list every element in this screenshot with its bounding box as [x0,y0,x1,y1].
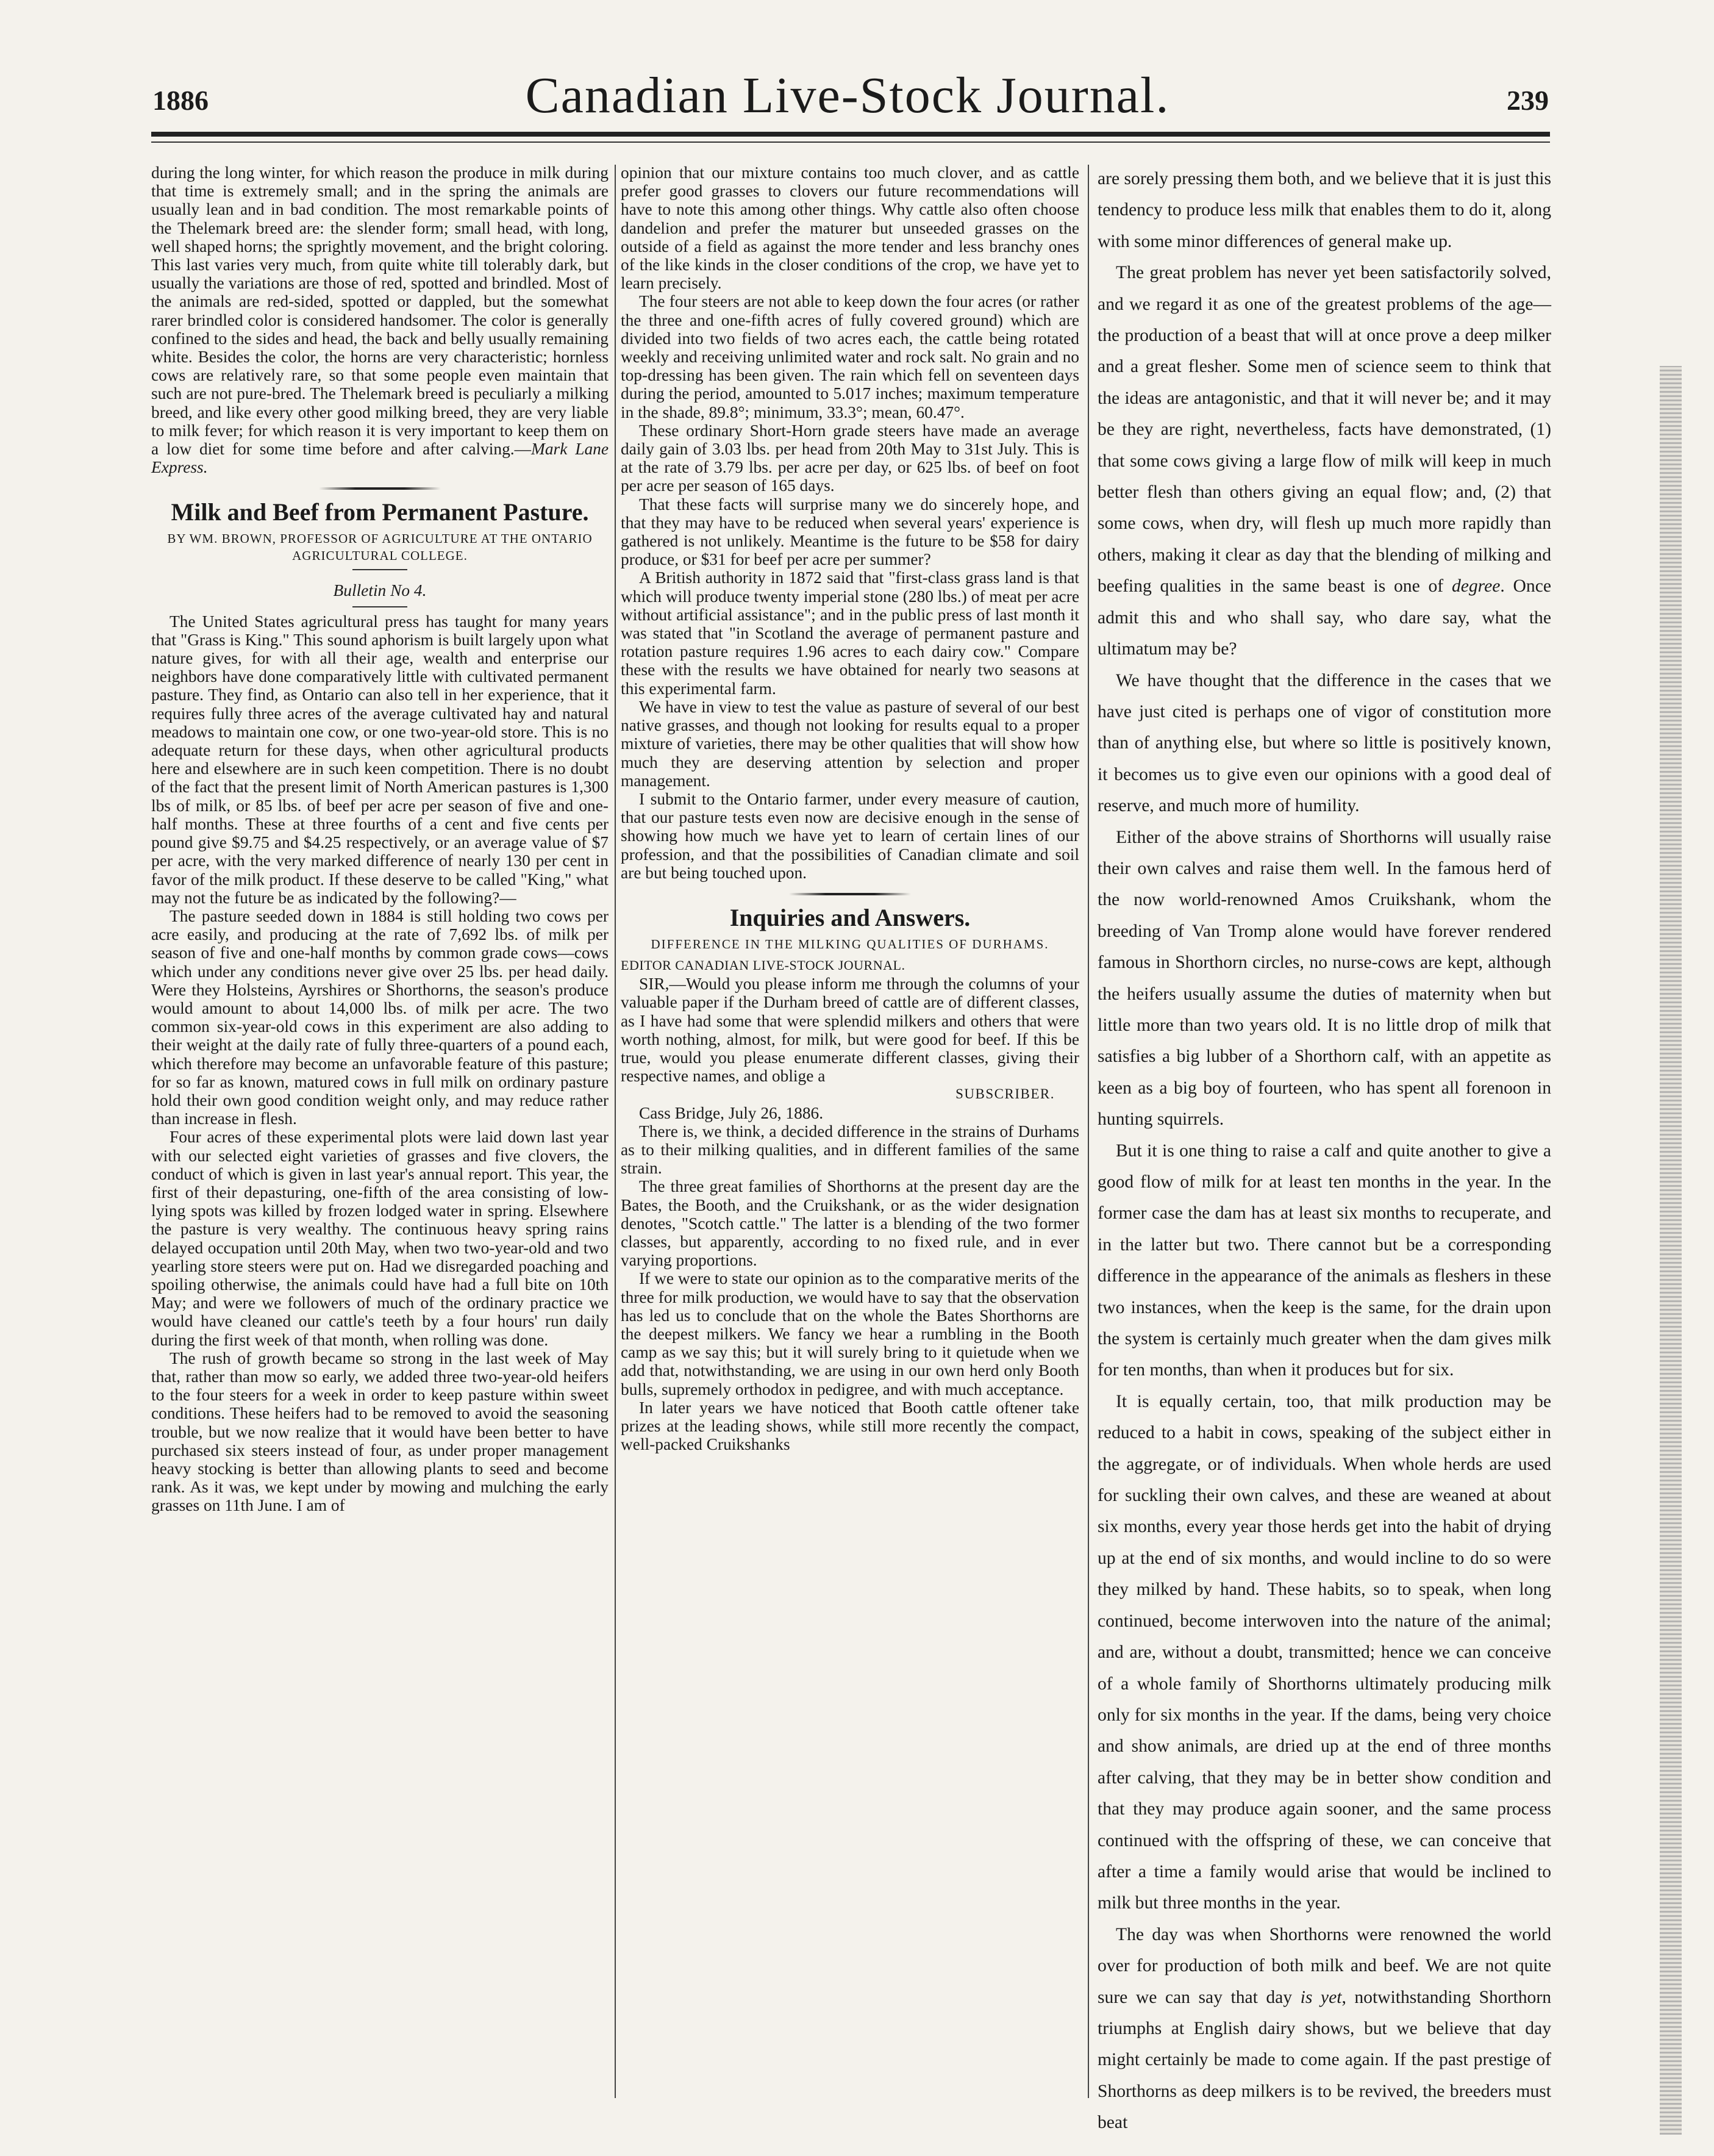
emphasis: is yet [1300,1987,1342,2007]
paragraph-text: . Once admit this and who shall say, who dare say, what the ultimatum may be? [1098,576,1551,659]
header-rule-thin [151,141,1550,143]
paragraph: It is equally certain, too, that milk production may be reduced to a habit in cows, speaking of the subject either in the aggregate, or of individuals. When whole herds are used for suckling their own calves, and these are weaned at about six months, every year those herds get into the habit of drying up at the end of six months, and would incline to do so were they milked by hand. These habits, so to speak, when long continued, become interwoven into the nature of the animal; and are, without a doubt, transmitted; hence we can conceive of a whole family of Shorthorns ultimately producing milk only for six months in the year. If the dams, being very choice and show animals, are dried up at the end of three months after calving, that they may be in better show condition and that they may produce again sooner, and the same process continued with the offspring of these, we can conceive that after a time a family would arise that would be inclined to milk but three months in the year. [1098,1391,1551,1913]
letter-signature: SUBSCRIBER. [955,1086,1055,1102]
paragraph: A British authority in 1872 said that "first-class grass land is that which will produce twenty imperial stone (280 lbs.) of meat per acre without artificial assistance"; and in the public press of last month it was stated that "in Scotland the average of permanent pasture and rotation pasture requires 1.96 acres to each dairy cow." Compare these with the results we have obtained for nearly two seasons at this experimental farm. [621,568,1079,698]
paragraph: But it is one thing to raise a calf and quite another to give a good flow of milk for at least ten months in the year. In the former case the dam has at least six months to recuperate, and in the latter but two. There cannot but be a corresponding difference in the appearance of the animals as fleshers in these two instances, when the keep is the same, for the drain upon the system is certainly much greater when the dam gives milk for ten months, than when it produces but for six. [1098,1141,1551,1380]
section-title: Inquiries and Answers. [729,903,971,931]
article-title: Milk and Beef from Permanent Pasture. [171,498,589,526]
paragraph: Either of the above strains of Shorthorns will usually raise their own calves and raise them well. In the famous herd of the now world-renowned Amos Cruikshank, whom the breeding of Van Tromp alone would have forever rendered famous in Shorthorn circles, no nurse-cows are kept, although the heifers usually assume the duties of maternity when but little more than two years old. It is no little drop of milk that satisfies a big lubber of a Shorthorn calf, with an appetite as keen as a big boy of fourteen, who has spent all forenoon in hunting squirrels. [1098,827,1551,1130]
paragraph: If we were to state our opinion as to the comparative merits of the three for milk production, we would have to say that the observation has led us to conclude that on the whole the Bates Shorthorns are the deepest milkers. We fancy we hear a rumbling in the Booth camp as we say this; but it will surely bring to it quietude when we add that, notwithstanding, we are using in our own herd only Booth bulls, supremely orthodox in pedigree, and with much acceptance. [621,1269,1079,1399]
paragraph-text: The great problem has never yet been satisfactorily solved, and we regard it as one of the greatest problems of the age—the production of a beast that will at once prove a deep milker and a great flesher. Some men of science seem to think that the ideas are antagonistic, and that it will never be; and it may be they are right, nevertheless, facts have demonstrated, (1) that some cows giving a large flow of milk will keep in much better flesh than others giving an equal flow; and, (2) that some cows, when dry, will flesh up much more rapidly than others, making it clear as day that the blending of milking and beefing qualities in the same beast is one of [1098,263,1551,596]
page-number: 239 [1507,85,1549,116]
byline-rule [352,569,407,570]
paragraph: That these facts will surprise many we do sincerely hope, and that they may have to be reduced when several years' experience is gathered is not unlikely. Meantime is the future to be $58 for dairy produce, or $31 for beef per acre per summer? [621,495,1079,569]
paragraph-text: , notwithstanding Shorthorn triumphs at English dairy shows, but we believe that day might certainly be made to come again. If the past prestige of Shorthorns as deep milkers is to be revived, the breeders must beat [1098,1987,1551,2133]
paragraph: The pasture seeded down in 1884 is still holding two cows per acre easily, and producing at the rate of 7,692 lbs. of milk per season of five and one-half months by common grade cows—cows which under any conditions never give over 25 lbs. per head daily. Were they Holsteins, Ayrshires or Shorthorns, the season's produce would amount to about 14,000 lbs. of milk per acre. The two common six-year-old cows in this experiment are also adding to their weight at the daily rate of fully three-quarters of a pound each, which therefore may become an unfavorable feature of this pasture; for so far as known, matured cows in full milk on ordinary pasture hold their own good condition weight only, and may reduce rather than increase in flesh. [151,906,609,1128]
column-1 [151,163,609,2103]
column-divider [615,165,616,2098]
paragraph: opinion that our mixture contains too much clover, and as cattle prefer good grasses to clovers our future recommendations will have to note this among other things. Why cattle also often choose dandelion and prefer the maturer but unseeded grasses on the outside of a field as against the more tender and less branchy ones of the like kinds in the closer conditions of the crop, we have yet to learn precisely. [621,163,1079,293]
column-2 [621,163,1079,2103]
column-divider [1088,165,1089,2098]
section-divider [789,893,911,895]
paragraph: The rush of growth became so strong in the last week of May that, rather than mow so early, we added three two-year-old heifers to the four steers for a week in order to keep pasture within sweet conditions. These heifers had to be removed to avoid the seasoning trouble, but we now realize that it would have been better to have purchased six steers instead of four, as under proper management heavy stocking is better than allowing plants to seed and become rank. As it was, we kept under by mowing and mulching the early grasses on 11th June. I am of [151,1348,609,1515]
column-3 [1098,163,1551,2133]
masthead-title: Canadian Live-Stock Journal. [525,67,1170,124]
header-year: 1886 [152,85,209,116]
article-byline: BY WM. BROWN, PROFESSOR OF AGRICULTURE AT THE ONTARIO AGRICULTURAL COLLEGE. [167,531,593,564]
paragraph [151,163,609,476]
paragraph: These ordinary Short-Horn grade steers have made an average daily gain of 3.03 lbs. per head from 20th May to 31st July. This is at the rate of 3.79 lbs. per acre per day, or 625 lbs. of beef on foot per acre per season of 165 days. [621,421,1079,495]
section-divider [319,487,441,490]
paragraph-text: The day was when Shorthorns were renowned the world over for production of both milk and beef. We are not quite sure we can say that day [1098,1924,1551,2007]
paragraph: In later years we have noticed that Booth cattle oftener take prizes at the leading shows, while still more recently the compact, well-packed Cruikshanks [621,1398,1079,1454]
paragraph [1098,1919,1551,2139]
page-header [152,66,1549,139]
paragraph: The three great families of Shorthorns at the present day are the Bates, the Booth, and the Cruikshank, or as the wider designation denotes, "Scotch cattle." The latter is a blending of the two former classes, but apparently, according to no fixed rule, and in ever varying proportions. [621,1177,1079,1270]
paragraph: The United States agricultural press has taught for many years that "Grass is King." This sound aphorism is built largely upon what nature gives, for with all their age, wealth and enterprise our neighbors have done comparatively little with cultivated permanent pasture. They find, as Ontario can also tell in her experience, that it requires fully three acres of the average cultivated hay and natural meadows to maintain one cow, or one two-year-old store. This is no adequate return for these days, when other agricultural products here and elsewhere are in such keen competition. There is no doubt of the fact that the present limit of North American pastures is 1,300 lbs of milk, or 85 lbs. of beef per acre per season of five and one-half months. These at three fourths of a cent and five cents per pound give $9.75 and $4.25 respectively, or an average value of $7 per acre, with the very marked difference of nearly 130 per cent in favor of the milk product. If these deserve to be called "King," what may not the future be as indicated by the following?— [151,612,609,907]
letter-body: SIR,—Would you please inform me through the columns of your valuable paper if the Durham breed of cattle are of different classes, as I have had some that were splendid milkers and others that were worth nothing, almost, for milk, but were good for beef. If this be true, would you please enumerate different classes, giving their respective names, and oblige a [621,975,1079,1086]
paragraph: We have in view to test the value as pasture of several of our best native grasses, and though not looking for results equal to a proper mixture of varieties, there may be other qualities that will show how much they are deserving attention by selection and proper management. [621,697,1079,790]
bulletin-label: Bulletin No 4. [333,581,427,600]
paragraph: There is, we think, a decided difference in the strains of Durhams as to their milking qualities, and in different families of the same strain. [621,1122,1079,1178]
paragraph [1098,257,1551,665]
paragraph: We have thought that the difference in the cases that we have just cited is perhaps one of vigor of constitution more than of anything else, but where so little is positively known, it becomes us to give even our opinions with a good deal of reserve, and much more of humility. [1098,670,1551,816]
bulletin-rule [352,606,407,607]
paragraph: Four acres of these experimental plots were laid down last year with our selected eight varieties of grasses and five clovers, the conduct of which is given in last year's annual report. This year, the first of their depasturing, one-fifth of the area consisting of low-lying spots was killed by frozen lodged water in spring. Elsewhere the pasture is very wealthy. The continuous heavy spring rains delayed occupation until 20th May, when two two-year-old and two yearling store steers were put on. Had we disregarded poaching and spoiling otherwise, the animals could have had a full bite on 10th May; and were we followers of much of the ordinary practice we would have cleaned our cattle's teeth by a four hours' run daily during the first week of that month, when rolling was done. [151,1128,609,1349]
paragraph: The four steers are not able to keep down the four acres (or rather the three and one-fifth acres of fully covered ground) which are divided into two fields of two acres each, the cattle being rotated weekly and receiving unlimited water and rock salt. No grain and no top-dressing has been given. The rain which fell on seventeen days during the period, amounted to 5.017 inches; maximum temperature in the shade, 89.8°; minimum, 33.3°; mean, 60.47°. [621,292,1079,421]
emphasis: degree [1451,576,1501,596]
header-rule-thick [151,132,1550,137]
source-attribution: Mark Lane Express. [151,440,609,477]
page-binding-edge [1660,366,1682,2135]
paragraph: I submit to the Ontario farmer, under every measure of caution, that our pasture tests even now are decisive enough in the sense of showing how much we have yet to learn of certain lines of our profession, and that the possibilities of Canadian climate and soil are but being touched upon. [621,789,1079,882]
paragraph-text: during the long winter, for which reason the produce in milk during that time is extremely small; and in the spring the animals are usually lean and in bad condition. The most remarkable points of the Thelemark breed are: the slender form; small head, with long, well shaped horns; the sprightly movement, and the bright coloring. This last varies very much, from quite white till tolerably dark, but usually the variations are those of red, spotted and brindled. Most of the animals are red-sided, spotted or dappled, but the somewhat rarer brindled color is considered handsomer. The color is generally confined to the sides and head, the back and belly usually remaining white. Besides the color, the horns are very characteristic; hornless cows are relatively rare, so that some people even maintain that such are not pure-bred. The Thelemark breed is peculiarly a milking breed, and like every other good milking breed, they are very liable to milk fever; for which reason it is very important to keep them on a low diet for some time before and after calving.— [151,163,609,459]
section-subhead: DIFFERENCE IN THE MILKING QUALITIES OF DURHAMS. [651,936,1049,951]
paragraph: are sorely pressing them both, and we believe that it is just this tendency to produce less milk that enables them to do it, along with some minor differences of general make up. [1098,169,1551,251]
letter-addressee: EDITOR CANADIAN LIVE-STOCK JOURNAL. [621,957,905,973]
letter-dateline: Cass Bridge, July 26, 1886. [639,1103,824,1122]
